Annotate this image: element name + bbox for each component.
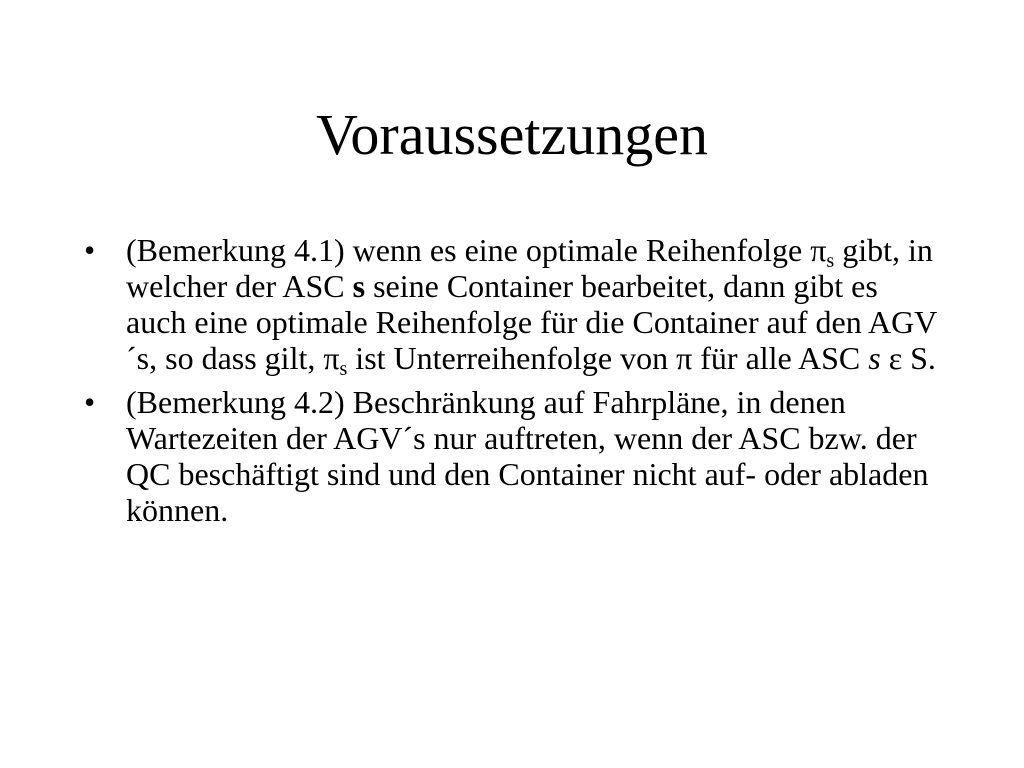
pi-symbol-2: π <box>323 340 340 376</box>
bullet-icon: • <box>84 232 96 268</box>
bullet1-text-part3: seine Container bearbeitet, dann gibt es auch eine optimale Reihenfolge für die Container auf den AGV´s, so dass gilt, <box>126 268 938 376</box>
bullet1-text-part1: (Bemerkung 4.1) wenn es eine optimale Reihenfolge <box>126 232 811 268</box>
asc-variable-bold: s <box>352 268 366 304</box>
bullet1-text-part4: ist Unterreihenfolge von π für alle ASC <box>347 340 869 376</box>
pi-subscript: s <box>826 250 835 272</box>
bullet-icon: • <box>84 384 96 420</box>
bullet1-text-part2: gibt, in welcher der ASC <box>126 232 933 304</box>
bullet-list <box>84 232 944 536</box>
bullet-item-bemerkung-4-2 <box>84 384 944 528</box>
s-variable-italic: s <box>868 340 881 376</box>
pi-subscript-2: s <box>339 358 348 380</box>
bullet-item-bemerkung-4-1 <box>84 232 944 380</box>
pi-symbol: π <box>810 232 827 268</box>
bullet1-text-part5: ε S. <box>880 340 936 376</box>
slide-title: Voraussetzungen <box>316 102 708 167</box>
bullet2-text: (Bemerkung 4.2) Beschränkung auf Fahrpläne, in denen Wartezeiten der AGV´s nur auftreten, wenn der ASC bzw. der QC beschäftigt sind und den Container nicht auf- oder abladen können. <box>126 384 929 528</box>
